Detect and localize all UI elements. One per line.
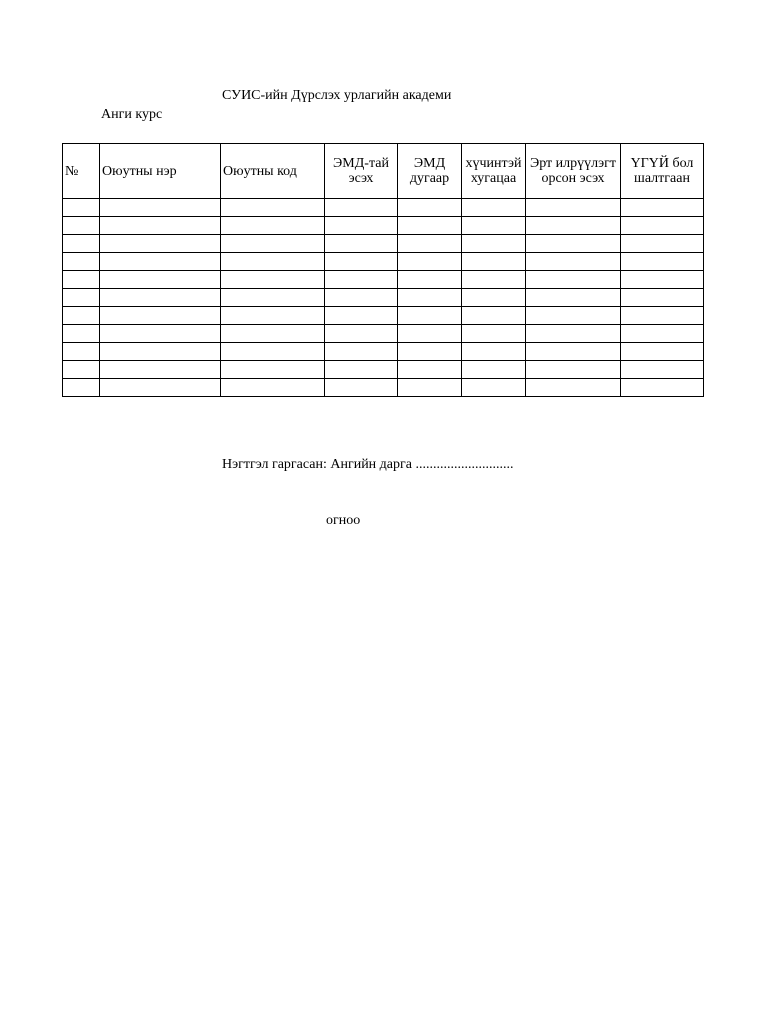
table-cell: [63, 235, 100, 253]
table-cell: [462, 289, 526, 307]
table-cell: [100, 325, 221, 343]
table-cell: [63, 253, 100, 271]
table-cell: [63, 271, 100, 289]
table-cell: [526, 199, 621, 217]
header-early-screening: Эрт илрүүлэгт орсон эсэх: [526, 144, 621, 199]
table-body: [63, 199, 704, 397]
table-cell: [325, 307, 398, 325]
header-validity-period: хүчинтэй хугацаа: [462, 144, 526, 199]
table-cell: [621, 325, 704, 343]
table-cell: [100, 199, 221, 217]
table-cell: [100, 271, 221, 289]
table-cell: [325, 361, 398, 379]
table-cell: [398, 253, 462, 271]
table-cell: [526, 307, 621, 325]
table-cell: [221, 199, 325, 217]
table-cell: [325, 289, 398, 307]
table-cell: [63, 325, 100, 343]
header-reason-if-no: ҮГҮЙ бол шалтгаан: [621, 144, 704, 199]
header-student-code: Оюутны код: [221, 144, 325, 199]
table-cell: [221, 289, 325, 307]
table-row: [63, 325, 704, 343]
table-cell: [526, 361, 621, 379]
table-cell: [325, 235, 398, 253]
table-cell: [221, 235, 325, 253]
table-cell: [100, 235, 221, 253]
table-cell: [462, 307, 526, 325]
table-row: [63, 289, 704, 307]
table-cell: [526, 217, 621, 235]
table-cell: [63, 379, 100, 397]
table-cell: [621, 289, 704, 307]
table-header-row: [63, 144, 704, 199]
table-cell: [100, 343, 221, 361]
table-cell: [462, 379, 526, 397]
table-cell: [221, 307, 325, 325]
table-cell: [621, 379, 704, 397]
table-cell: [526, 235, 621, 253]
table-cell: [63, 361, 100, 379]
class-label: Анги курс: [101, 107, 163, 122]
table-cell: [462, 235, 526, 253]
table-cell: [221, 343, 325, 361]
date-label: огноо: [326, 513, 361, 528]
table-cell: [221, 361, 325, 379]
table-cell: [221, 325, 325, 343]
table-cell: [526, 271, 621, 289]
table-row: [63, 307, 704, 325]
table-cell: [526, 289, 621, 307]
header-has-insurance: ЭМД-тай эсэх: [325, 144, 398, 199]
table-row: [63, 271, 704, 289]
table-cell: [398, 235, 462, 253]
table-cell: [398, 199, 462, 217]
header-number: №: [63, 144, 100, 199]
table-cell: [325, 199, 398, 217]
table-cell: [100, 307, 221, 325]
table-cell: [526, 343, 621, 361]
table-cell: [462, 343, 526, 361]
table-cell: [63, 289, 100, 307]
table-cell: [63, 217, 100, 235]
table-cell: [398, 325, 462, 343]
table-cell: [325, 217, 398, 235]
student-insurance-table: [62, 143, 704, 397]
table-cell: [621, 361, 704, 379]
table-row: [63, 253, 704, 271]
table-cell: [221, 271, 325, 289]
table-row: [63, 379, 704, 397]
table-cell: [100, 361, 221, 379]
table-cell: [325, 253, 398, 271]
table-cell: [398, 271, 462, 289]
table-cell: [398, 289, 462, 307]
table-cell: [398, 217, 462, 235]
table-cell: [325, 325, 398, 343]
table-row: [63, 235, 704, 253]
table-cell: [63, 343, 100, 361]
table-cell: [526, 253, 621, 271]
header-insurance-number: ЭМД дугаар: [398, 144, 462, 199]
document-title: СУИС-ийн Дүрслэх урлагийн академи: [222, 88, 452, 103]
table-cell: [462, 199, 526, 217]
table-cell: [526, 325, 621, 343]
signature-line: Нэгтгэл гаргасан: Ангийн дарга ............................: [222, 457, 514, 472]
table-cell: [621, 235, 704, 253]
table-cell: [325, 343, 398, 361]
table-cell: [398, 379, 462, 397]
table-cell: [621, 217, 704, 235]
table-cell: [462, 361, 526, 379]
table-cell: [621, 199, 704, 217]
table-cell: [462, 325, 526, 343]
table-cell: [621, 253, 704, 271]
table-cell: [63, 199, 100, 217]
table-cell: [526, 379, 621, 397]
table-cell: [621, 271, 704, 289]
table-cell: [100, 217, 221, 235]
table-row: [63, 217, 704, 235]
table-cell: [621, 343, 704, 361]
table-cell: [63, 307, 100, 325]
table-cell: [325, 271, 398, 289]
table-cell: [398, 343, 462, 361]
table-cell: [100, 253, 221, 271]
table-cell: [462, 271, 526, 289]
header-student-name: Оюутны нэр: [100, 144, 221, 199]
table-cell: [398, 361, 462, 379]
table-cell: [221, 253, 325, 271]
table-cell: [462, 253, 526, 271]
table-cell: [221, 379, 325, 397]
table-cell: [398, 307, 462, 325]
table-cell: [221, 217, 325, 235]
table-cell: [100, 289, 221, 307]
table-row: [63, 361, 704, 379]
table-row: [63, 199, 704, 217]
table-cell: [462, 217, 526, 235]
table-cell: [621, 307, 704, 325]
table-cell: [100, 379, 221, 397]
table-row: [63, 343, 704, 361]
table-cell: [325, 379, 398, 397]
